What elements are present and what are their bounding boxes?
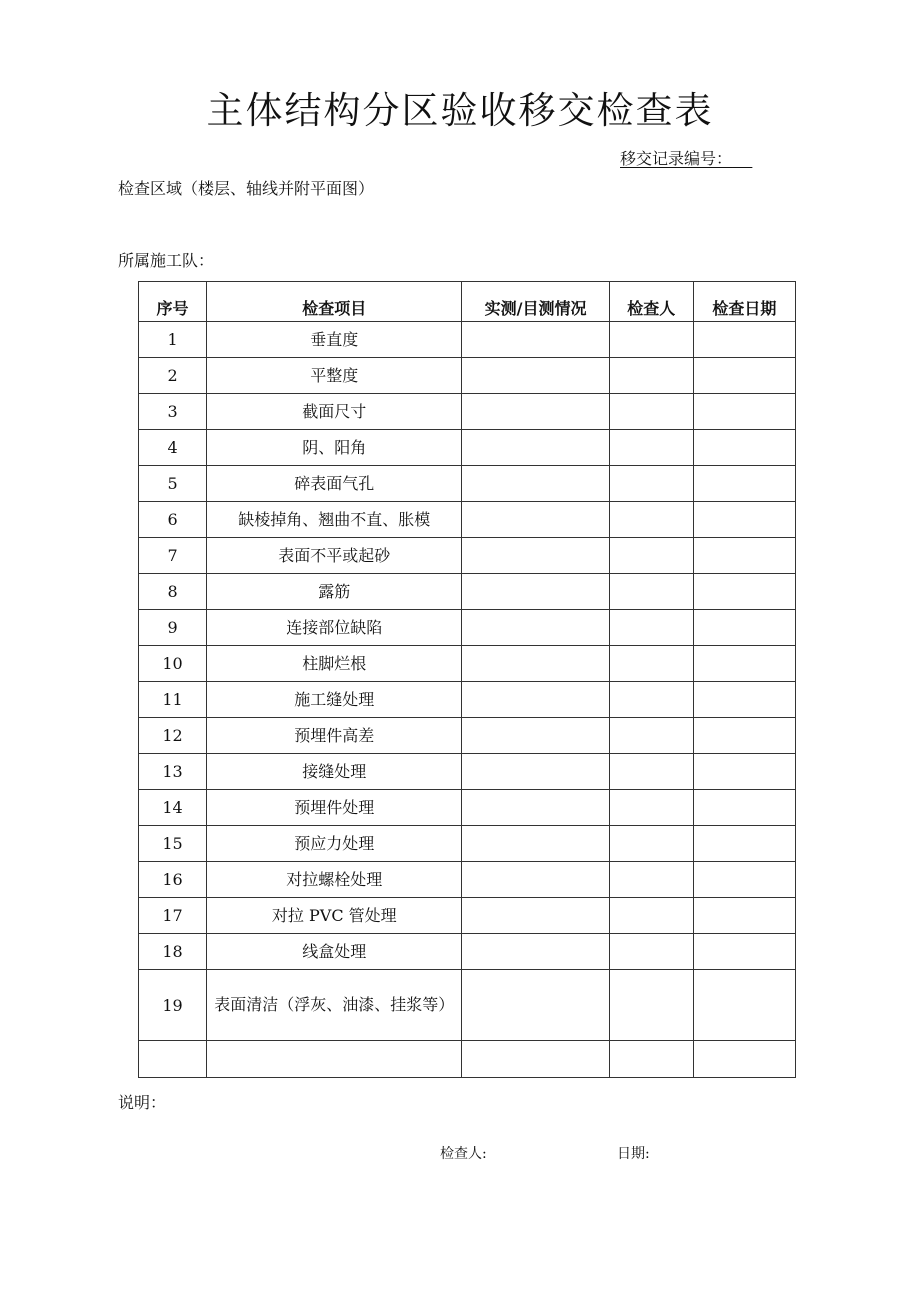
header-no: 序号 [139,282,207,322]
cell-no: 16 [139,862,207,898]
cell-inspector[interactable] [609,718,693,754]
cell-no: 17 [139,898,207,934]
cell-item: 施工缝处理 [207,682,462,718]
cell-item: 预埋件处理 [207,790,462,826]
table-row [139,574,796,610]
table-row [139,934,796,970]
table-row [139,862,796,898]
cell-date[interactable] [693,574,795,610]
table-row [139,358,796,394]
signature-inspector-label: 检查人: [440,1146,487,1162]
cell-inspector[interactable] [609,970,693,1041]
cell-measurement[interactable] [462,394,609,430]
cell-inspector[interactable] [609,862,693,898]
cell-measurement[interactable] [462,754,609,790]
cell-measurement[interactable] [462,934,609,970]
cell-inspector[interactable] [609,538,693,574]
cell-measurement[interactable] [462,682,609,718]
cell-measurement[interactable] [462,718,609,754]
cell-no: 13 [139,754,207,790]
table-row [139,718,796,754]
table-row [139,682,796,718]
cell-measurement[interactable] [462,970,609,1041]
cell-date[interactable] [693,358,795,394]
cell-date[interactable] [693,502,795,538]
cell-no: 18 [139,934,207,970]
cell-inspector[interactable] [609,358,693,394]
cell-item: 表面清洁（浮灰、油漆、挂浆等） [207,970,462,1041]
cell-no: 9 [139,610,207,646]
cell-item: 柱脚烂根 [207,646,462,682]
table-row [139,502,796,538]
cell-measurement[interactable] [462,358,609,394]
cell-date[interactable] [693,718,795,754]
cell-date[interactable] [693,466,795,502]
table-row [139,970,796,1041]
cell-inspector[interactable] [609,790,693,826]
blank-cell[interactable] [207,1041,462,1078]
cell-date[interactable] [693,754,795,790]
cell-inspector[interactable] [609,394,693,430]
cell-measurement[interactable] [462,466,609,502]
cell-inspector[interactable] [609,466,693,502]
cell-inspector[interactable] [609,646,693,682]
cell-measurement[interactable] [462,826,609,862]
cell-item: 露筋 [207,574,462,610]
cell-measurement[interactable] [462,790,609,826]
cell-no: 10 [139,646,207,682]
cell-item: 平整度 [207,358,462,394]
cell-no: 3 [139,394,207,430]
cell-measurement[interactable] [462,898,609,934]
table-row [139,826,796,862]
construction-team-label: 所属施工队： [118,251,215,270]
inspection-area-label: 检查区域（楼层、轴线并附平面图） [118,179,375,198]
cell-no: 8 [139,574,207,610]
header-measurement: 实测/目测情况 [462,282,609,322]
cell-inspector[interactable] [609,682,693,718]
blank-cell[interactable] [462,1041,609,1078]
cell-no: 12 [139,718,207,754]
cell-no: 6 [139,502,207,538]
cell-item: 截面尺寸 [207,394,462,430]
cell-item: 预埋件高差 [207,718,462,754]
cell-date[interactable] [693,610,795,646]
record-number-label: 移交记录编号： [620,149,733,168]
cell-inspector[interactable] [609,934,693,970]
table-row [139,430,796,466]
cell-date[interactable] [693,934,795,970]
cell-measurement[interactable] [462,862,609,898]
cell-inspector[interactable] [609,826,693,862]
cell-item: 接缝处理 [207,754,462,790]
cell-item: 阴、阳角 [207,430,462,466]
cell-item: 线盒处理 [207,934,462,970]
inspection-table [138,281,796,1078]
record-number-field[interactable] [620,146,752,169]
cell-date[interactable] [693,538,795,574]
cell-no: 7 [139,538,207,574]
cell-measurement[interactable] [462,610,609,646]
cell-item: 预应力处理 [207,826,462,862]
cell-no: 4 [139,430,207,466]
cell-item: 对拉螺栓处理 [207,862,462,898]
cell-inspector[interactable] [609,574,693,610]
table-header-row [139,282,796,322]
cell-measurement[interactable] [462,430,609,466]
note-label: 说明： [118,1093,167,1112]
cell-inspector[interactable] [609,610,693,646]
header-date: 检查日期 [693,282,795,322]
cell-date[interactable] [693,790,795,826]
table-row [139,322,796,358]
table-row [139,898,796,934]
cell-inspector[interactable] [609,754,693,790]
cell-no: 2 [139,358,207,394]
cell-measurement[interactable] [462,502,609,538]
cell-item: 表面不平或起砂 [207,538,462,574]
cell-date[interactable] [693,394,795,430]
cell-item: 碎表面气孔 [207,466,462,502]
table-row [139,394,796,430]
cell-item: 对拉 PVC 管处理 [207,898,462,934]
cell-item: 缺棱掉角、翘曲不直、胀模 [207,502,462,538]
blank-cell[interactable] [139,1041,207,1078]
cell-inspector[interactable] [609,898,693,934]
page-title: 主体结构分区验收移交检查表 [206,89,714,132]
table-row [139,790,796,826]
cell-no: 15 [139,826,207,862]
cell-no: 5 [139,466,207,502]
cell-date[interactable] [693,646,795,682]
cell-item: 垂直度 [207,322,462,358]
header-item: 检查项目 [207,282,462,322]
blank-cell[interactable] [693,1041,795,1078]
cell-measurement[interactable] [462,538,609,574]
cell-date[interactable] [693,898,795,934]
cell-date[interactable] [693,322,795,358]
table-row-blank [139,1041,796,1078]
header-inspector: 检查人 [609,282,693,322]
table-row [139,610,796,646]
table-row [139,646,796,682]
table-row [139,466,796,502]
cell-inspector[interactable] [609,430,693,466]
cell-no: 1 [139,322,207,358]
table-row [139,754,796,790]
cell-date[interactable] [693,430,795,466]
cell-measurement[interactable] [462,574,609,610]
cell-date[interactable] [693,970,795,1041]
cell-date[interactable] [693,682,795,718]
cell-date[interactable] [693,862,795,898]
cell-no: 19 [139,970,207,1041]
cell-inspector[interactable] [609,322,693,358]
cell-inspector[interactable] [609,502,693,538]
cell-item: 连接部位缺陷 [207,610,462,646]
cell-date[interactable] [693,826,795,862]
cell-no: 11 [139,682,207,718]
signature-date-label: 日期: [617,1146,650,1162]
cell-measurement[interactable] [462,646,609,682]
cell-no: 14 [139,790,207,826]
cell-measurement[interactable] [462,322,609,358]
table-row [139,538,796,574]
blank-cell[interactable] [609,1041,693,1078]
